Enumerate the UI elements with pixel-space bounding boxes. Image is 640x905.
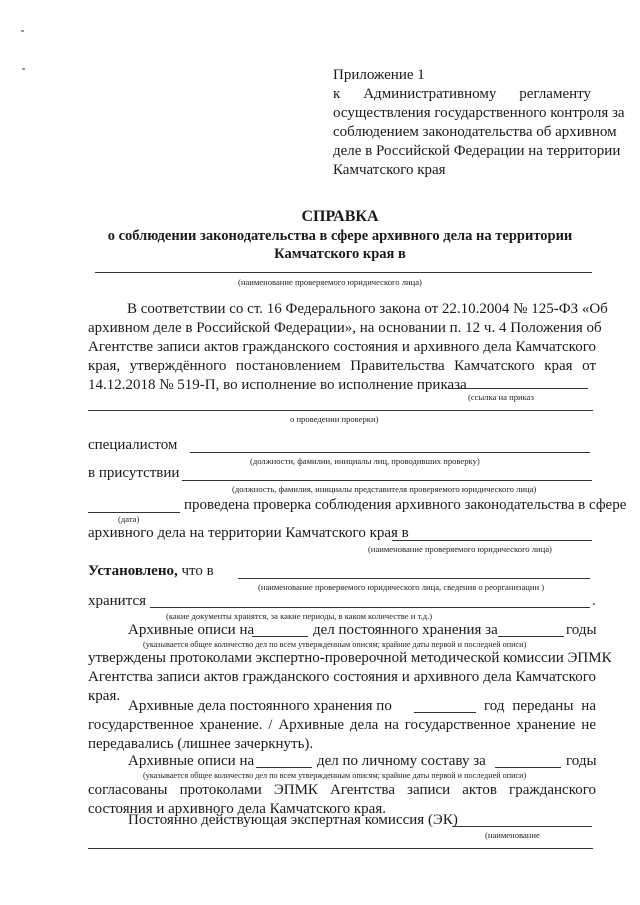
caption: (должности, фамилии, инициалы лиц, проводивших проверку) <box>250 456 480 466</box>
inventory-years-line <box>498 636 564 637</box>
caption: (наименование <box>485 830 540 840</box>
intro-line: 14.12.2018 № 519-П, во исполнение во исполнение приказа <box>88 377 467 393</box>
specialist-line <box>190 452 590 453</box>
caption: о проведении проверки) <box>290 414 379 424</box>
commission-text: Постоянно действующая экспертная комиссия (ЭК) <box>128 812 458 828</box>
established-bold: Установлено, <box>88 563 178 579</box>
approved-line: края. <box>88 688 121 704</box>
org-name-line <box>95 272 592 273</box>
document-subtitle-2: Камчатского края в <box>274 246 406 262</box>
inventory-text: годы <box>566 753 597 769</box>
intro-paragraph <box>88 300 608 395</box>
document-title: СПРАВКА <box>301 208 379 225</box>
caption: (должность, фамилия, инициалы представителя проверяемого юридического лица) <box>232 484 537 494</box>
specialist-label: специалистом <box>88 437 178 453</box>
appendix-line: Камчатского края <box>333 162 446 178</box>
commission-line <box>452 826 592 827</box>
scan-speck <box>21 30 24 32</box>
presence-line <box>182 480 592 481</box>
established-line-fill <box>238 578 590 579</box>
stored-label: хранится <box>88 593 147 609</box>
order-line <box>448 388 588 389</box>
scan-speck <box>22 68 25 70</box>
commission-line-2 <box>88 848 593 849</box>
intro-line: В соответствии со ст. 16 Федерального закона от 22.10.2004 № 125-ФЗ «Об <box>127 301 608 317</box>
inventory-text: годы <box>566 622 597 638</box>
established-line <box>88 562 214 581</box>
caption: (ссылка на приказ <box>468 392 534 402</box>
inventory-text: Архивные описи на <box>128 753 255 769</box>
transferred-paragraph <box>88 716 596 754</box>
transferred-year-line <box>414 712 476 713</box>
transferred-text: год переданы на <box>484 698 596 714</box>
intro-line: архивном деле в Российской Федерации», на основании п. 12 ч. 4 Положения об <box>88 320 602 336</box>
order-line-2 <box>88 410 593 411</box>
stored-line <box>150 607 590 608</box>
inventory-text: Архивные описи на <box>128 622 255 638</box>
appendix-line: деле в Российской Федерации на территории <box>333 143 621 159</box>
transferred-line: государственное хранение. / Архивные дела на государственное хранение не <box>88 717 596 733</box>
inventory-text: дел постоянного хранения за <box>313 622 498 638</box>
appendix-block <box>333 66 625 180</box>
caption: (указывается общее количество дел по всем утвержденным описям; крайние даты первой и последней описи) <box>143 771 527 780</box>
established-rest: что в <box>177 563 214 579</box>
appendix-line: соблюдением законодательства об архивном <box>333 124 617 140</box>
caption: (наименование проверяемого юридического лица) <box>368 544 552 554</box>
inventory-count-line-2 <box>256 767 312 768</box>
intro-line: Агентстве записи актов гражданского состояния и архивного дела Камчатского <box>88 339 596 355</box>
agreed-line: согласованы протоколами ЭПМК Агентства записи актов гражданского <box>88 782 596 798</box>
org-name-line-2 <box>392 540 592 541</box>
conducted-text: проведена проверка соблюдения архивного законодательства в сфере <box>184 497 627 513</box>
transferred-line: передавались (лишнее зачеркнуть). <box>88 736 314 752</box>
caption: (дата) <box>118 514 140 524</box>
inventory-text: дел по личному составу за <box>317 753 486 769</box>
caption: (какие документы хранятся, за какие периоды, в каком количестве и т.д.) <box>166 611 433 621</box>
stored-end: . <box>592 593 596 609</box>
approved-line: утверждены протоколами экспертно-проверочной методической комиссии ЭПМК <box>88 650 612 666</box>
appendix-line: осуществления государственного контроля за <box>333 105 625 121</box>
appendix-line: Приложение 1 <box>333 67 425 83</box>
caption: (указывается общее количество дел по всем утвержденным описям; крайние даты первой и последней описи) <box>143 640 527 649</box>
presence-label: в присутствии <box>88 465 180 481</box>
agreed-line: состояния и архивного дела Камчатского края. <box>88 801 386 817</box>
approved-line: Агентства записи актов гражданского состояния и архивного дела Камчатского <box>88 669 596 685</box>
date-line <box>88 512 180 513</box>
caption: (наименование проверяемого юридического лица) <box>238 277 422 287</box>
inventory-years-line-2 <box>495 767 561 768</box>
intro-line: края, утверждённого постановлением Правительства Камчатского края от <box>88 358 596 374</box>
caption: (наименование проверяемого юридического лица, сведения о реорганизации ) <box>258 582 545 592</box>
transferred-text: Архивные дела постоянного хранения по <box>128 698 392 714</box>
inventory-count-line <box>252 636 308 637</box>
document-subtitle: о соблюдении законодательства в сфере архивного дела на территории <box>107 228 573 244</box>
appendix-line: к Административному регламенту <box>333 86 591 102</box>
archive-territory-text: архивного дела на территории Камчатского края в <box>88 525 409 541</box>
